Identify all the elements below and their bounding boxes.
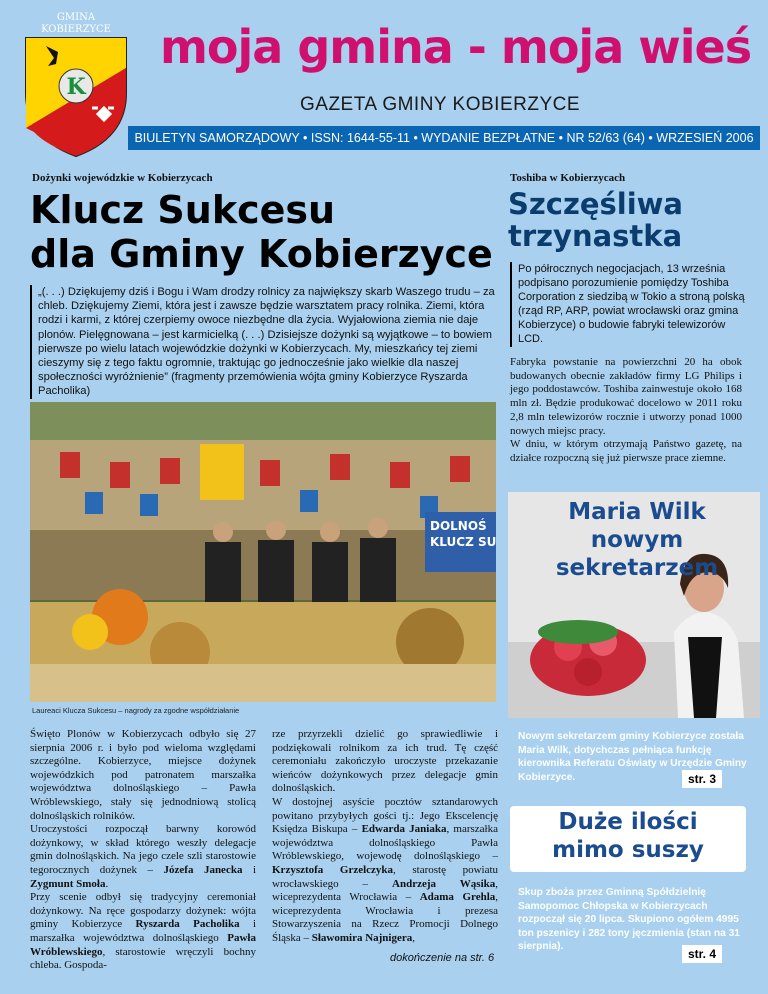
col1-name-pacholik: Ryszarda Pacholika (135, 918, 240, 931)
col2-name-najniger: Sławomira Najnigera (311, 931, 413, 944)
susza-title (518, 808, 738, 864)
crest-label-2: KOBIERZYCE (41, 24, 111, 35)
col2-paragraph-1: rze przyrzekli dzielić go sprawiedliwie i podziękowali rolnikom za ich trud. Tę część ceremoniału zakończyło uroczyste przekazanie wieńców dożynkowych przez delegacje gmin dolnośląskich. (272, 728, 498, 795)
wilk-title-line1: Maria Wilk (568, 499, 706, 525)
col2-paragraph-2a: W dostojnej asyście pocztów sztandarowych powitano przybyłych gości tj.: Jego Ekscelencję Księdza Biskupa – (272, 795, 498, 836)
col1-name-smola: Zygmunt Smoła (30, 877, 106, 890)
lead-article-headline (30, 188, 500, 276)
col1-paragraph-3b: i marszałka województwa dolnośląskiego (30, 918, 256, 944)
toshiba-body-paragraph-1: Fabryka powstanie na powierzchni 20 ha obok budowanych obecnie zakładów firmy LG Philips i jego poddostawców. Toshiba zainwestuje około 168 mln zł. Będzie produkować docelowo w 2011 roku 2,8 mln telewizorów rocznie i utworzy ponad 1000 nowych miejsc pracy. (510, 356, 742, 437)
col1-name-janecka: Józefa Janecka (163, 863, 243, 876)
col1-name-wroblewski: Pawła Wróblewskiego (30, 931, 256, 958)
susza-title-line2: mimo suszy (552, 837, 704, 863)
lead-article-lead: „(. . .) Dziękujemy dziś i Bogu i Wam drodzy rolnicy za największy skarb Waszego trudu – za chleb. Dziękujemy Ziemi, która jest i zawsze będzie warsztatem pracy rolnika. Ziemi, która rodzi i karmi, z której czerpiemy owoce niezbędne dla życia. Wyjałowiona ziemia nie daje plonów. Pielęgnowana – jest karmicielką (. . .) Dzisiejsze dożynki są wyjątkowe – to bowiem pierwsze po wielu latach wojewódzkie dożynki w Kobierzycach. My, mieszkańcy tej ziemi cieszymy się z tego faktu ogromnie, traktując go jednocześnie jako wielkie dla naszej społeczności wyróżnienie” (fragmenty przemówienia wójta gminy Kobierzyce Ryszarda Pacholika) (30, 285, 508, 399)
toshiba-headline (508, 188, 748, 252)
col2-paragraph-2c: , starostę powiatu wrocławskiego – (272, 863, 499, 890)
maria-wilk-title (522, 498, 752, 582)
wilk-page-ref[interactable]: str. 3 (682, 770, 722, 788)
crest-label-1: GMINA (56, 12, 96, 23)
masthead-title: moja gmina - moja wieś (160, 20, 752, 74)
continued-link[interactable]: dokończenie na str. 6 (390, 952, 495, 964)
toshiba-headline-line1: Szczęśliwa (508, 187, 684, 221)
toshiba-body (510, 356, 742, 466)
col2-name-grehl: Adama Grehla (419, 891, 496, 904)
harvest-festival-photo (30, 402, 496, 702)
col1-paragraph-3a: Przy scenie odbył się tradycyjny ceremoniał dożynkowy. Na ręce gospodarzy dożynek: wójta gminy Kobierzyce (30, 891, 256, 931)
col2-name-grzelczyk: Krzysztofa Grzelczyka (272, 863, 394, 876)
wilk-title-line2: nowym sekretarzem (555, 527, 719, 581)
col1-paragraph-1: Święto Plonów w Kobierzycach odbyło się 27 sierpnia 2006 r. i było pod wieloma względami szczególne. Kobierzyce, miejsce dożynek wojewódzkich pod patronatem marszałka województwa dolnośląskiego – Pawła Wróblewskiego, stały się jednodniową stolicą dolnośląskich rolników. (30, 728, 256, 822)
lead-headline-line1: Klucz Sukcesu (30, 188, 336, 232)
col1-paragraph-2b: . (105, 877, 109, 890)
susza-page-ref[interactable]: str. 4 (682, 945, 722, 963)
susza-title-line1: Duże ilości (558, 809, 698, 835)
col2-name-wasik: Andrzeja Wąsika (392, 877, 496, 890)
masthead-subtitle: GAZETA GMINY KOBIERZYCE (300, 94, 581, 115)
col2-paragraph-2b: , marszałka województwa dolnośląskiego Pawła Wróblewskiego, wojewodę dolnośląskiego – (272, 823, 498, 863)
col2-paragraph-2f: , (412, 931, 415, 944)
col2-paragraph-2d: , wiceprezydenta Wrocławia – (272, 877, 498, 904)
photo-banner-line1: DOLNOŚ (430, 519, 487, 533)
photo-banner-line2: KLUCZ SU (430, 535, 496, 549)
col1-paragraph-2a: Uroczystości rozpoczął barwny korowód dożynkowy, w skład którego weszły delegacje gmin dolnośląskich. Na jego czele szli starostowie tegorocznych dożynek – (30, 823, 256, 876)
maria-wilk-text: Nowym sekretarzem gminy Kobierzyce została Maria Wilk, dotychczas pełniąca funkcję kierownika Referatu Oświaty w Urzędzie Gminy Kobierzyce. (518, 731, 747, 783)
susza-text: Skup zboża przez Gminną Spółdzielnię Samopomoc Chłopska w Kobierzycach rozpoczął się 20 lipca. Skupiono ogółem 4995 ton pszenicy i 282 tony jęczmienia (stan na 31 sierpnia). (518, 887, 740, 953)
col2-paragraph-2e: , wiceprezydenta Wrocławia i prezesa Stowarzyszenia na Rzecz Promocji Dolnego Śląska – (272, 891, 498, 944)
gmina-crest-logo (22, 8, 130, 158)
lead-article-kicker: Dożynki wojewódzkie w Kobierzycach (32, 172, 213, 184)
col2-name-janiak: Edwarda Janiaka (361, 823, 447, 836)
toshiba-headline-line2: trzynastka (508, 219, 683, 253)
toshiba-kicker: Toshiba w Kobierzycach (510, 172, 626, 184)
crest-emblem-letter: K (66, 74, 86, 100)
col1-paragraph-3c: , starostowie wręczyli bochny chleba. Gospoda- (30, 945, 256, 972)
toshiba-lead: Po półrocznych negocjacjach, 13 września podpisano porozumienie pomiędzy Toshiba Corporation z siedzibą w Tokio a stroną polską (rząd RP, ARP, powiat wrocławski oraz gmina Kobierzyce) o budowie fabryki telewizorów LCD. (510, 262, 750, 347)
col1-and: i (242, 863, 257, 876)
toshiba-body-paragraph-2: W dniu, w którym otrzymają Państwo gazetę, na działce rozpoczną się już pierwsze prace ziemne. (510, 438, 742, 464)
lead-article-column-2 (272, 728, 498, 946)
lead-headline-line2: dla Gminy Kobierzyce (30, 232, 493, 276)
photo-caption: Laureaci Klucza Sukcesu – nagrody za zgodne współdziałanie (32, 706, 240, 715)
bulletin-bar: BIULETYN SAMORZĄDOWY • ISSN: 1644-55-11 • WYDANIE BEZPŁATNE • NR 52/63 (64) • WRZESIEŃ 2006 (128, 126, 760, 150)
lead-article-column-1 (30, 728, 256, 973)
